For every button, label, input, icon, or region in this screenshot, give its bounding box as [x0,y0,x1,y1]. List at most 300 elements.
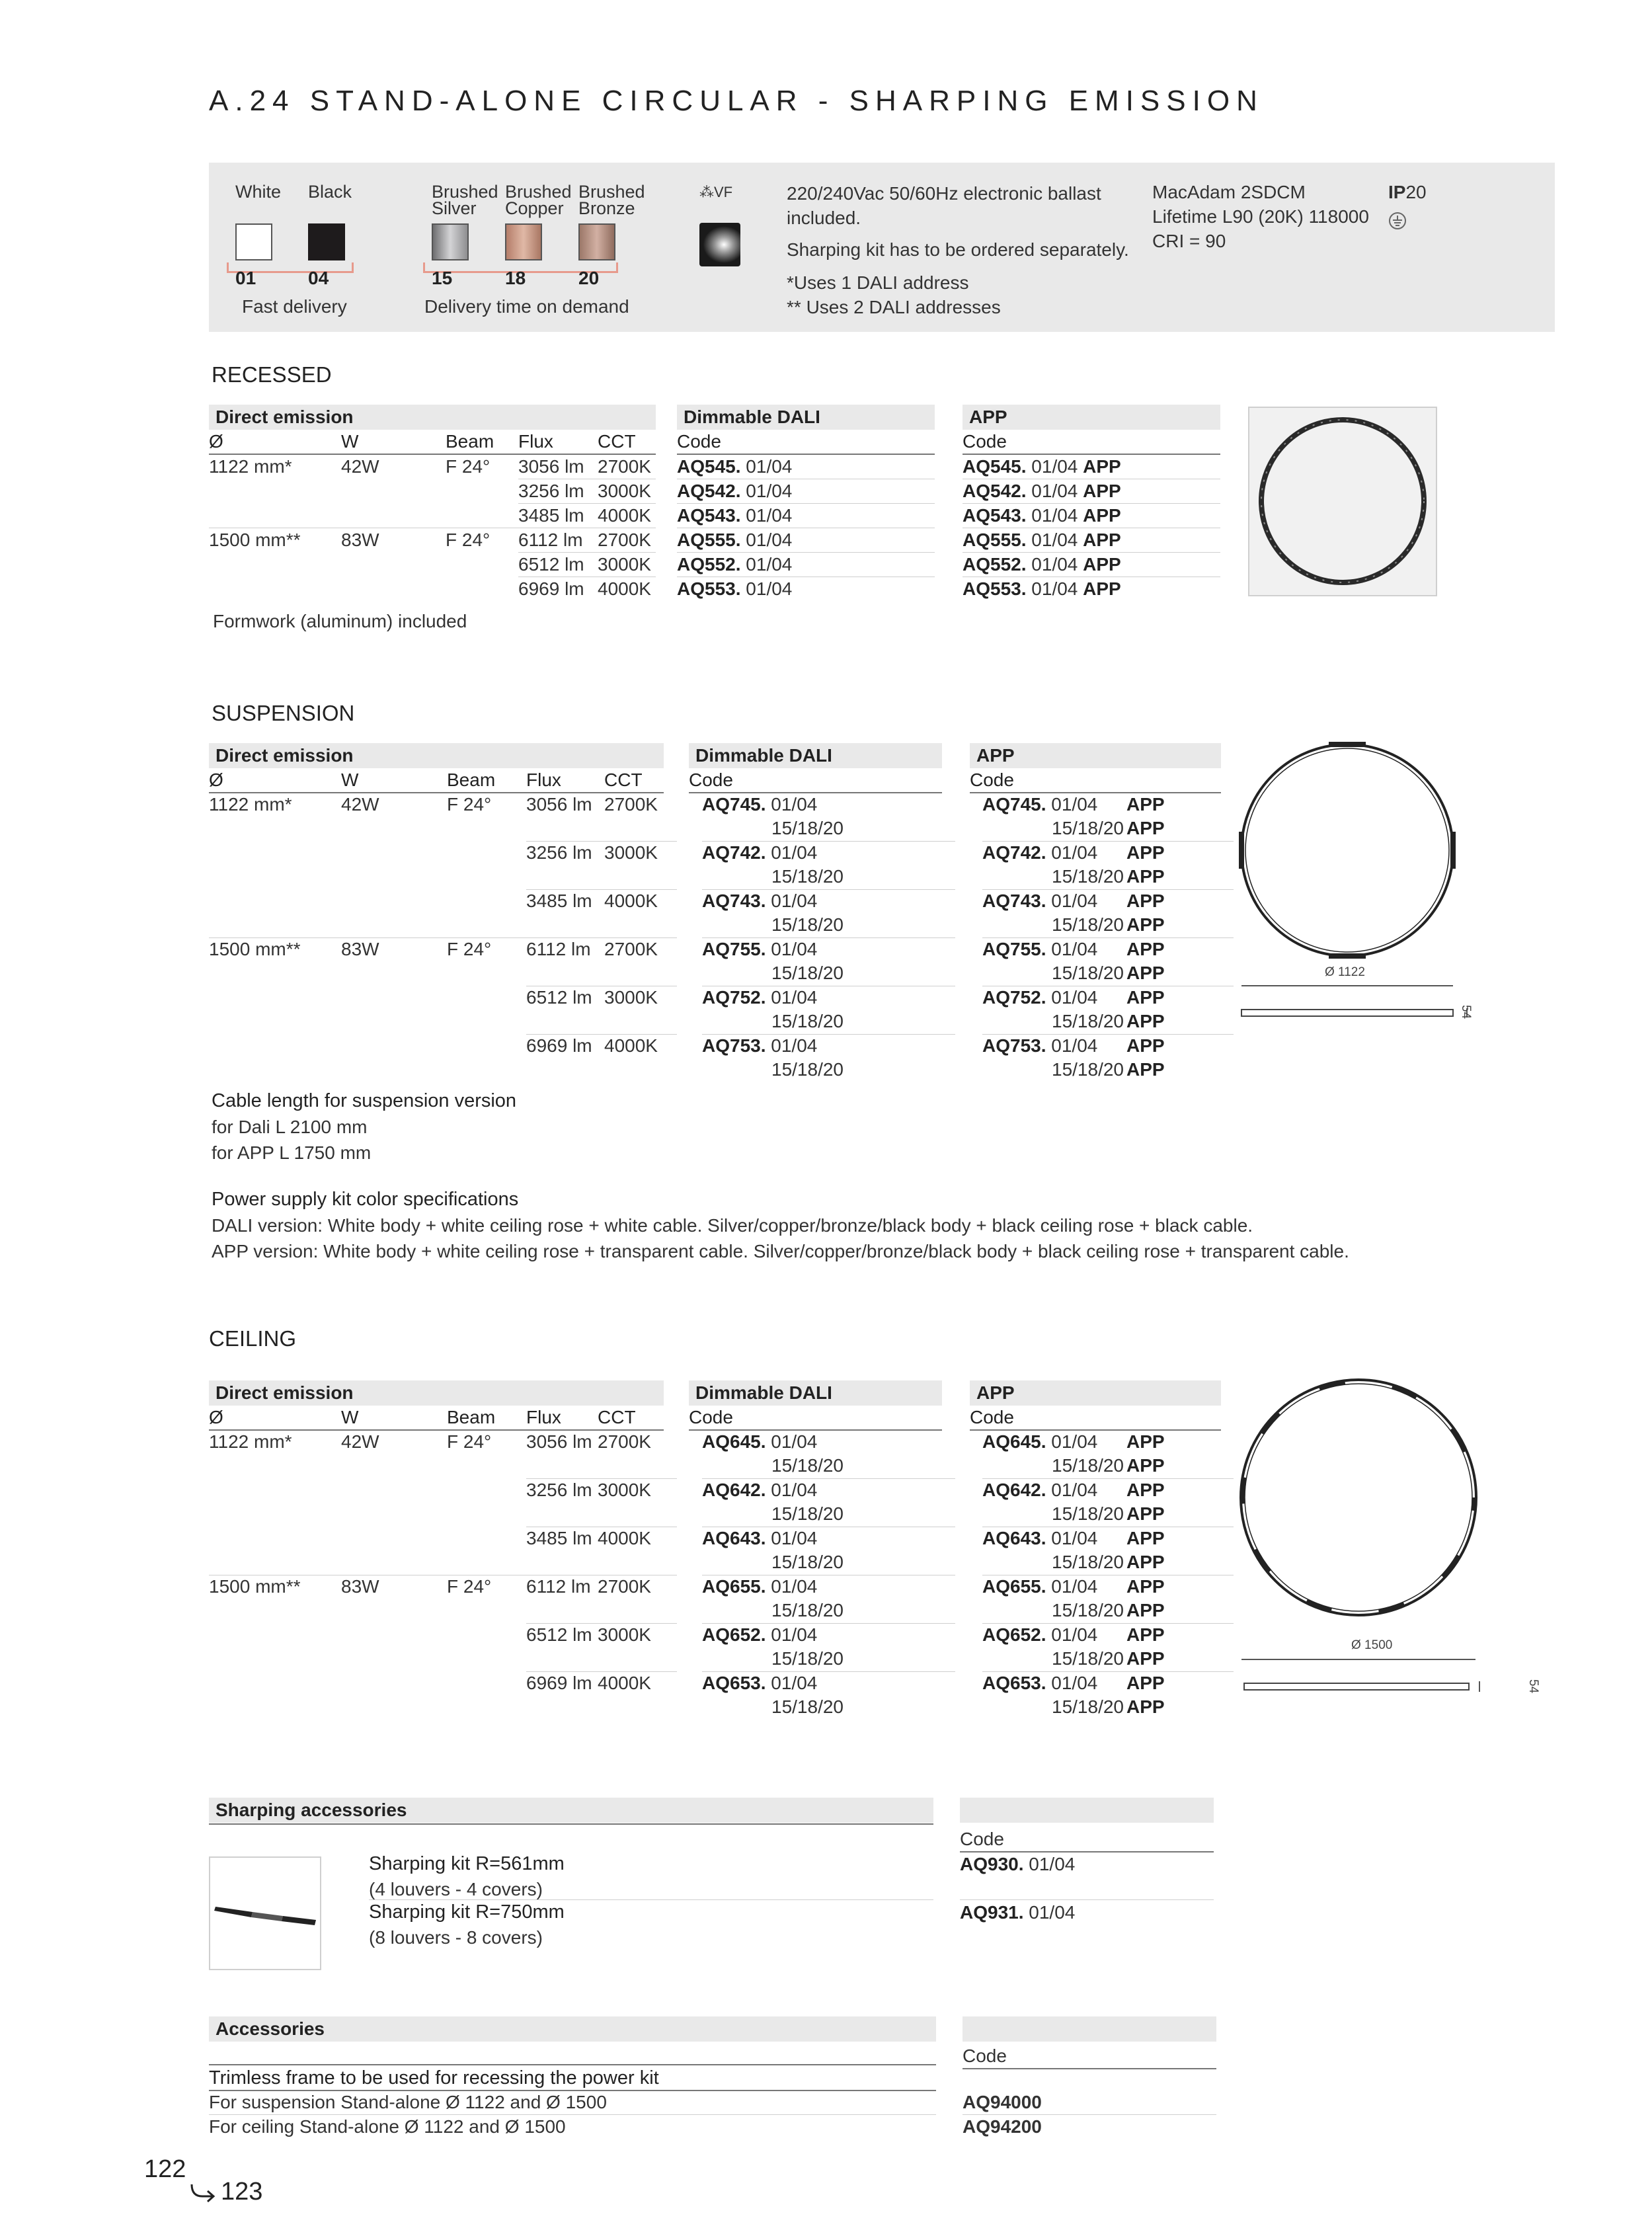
finish: 01/04 [771,1528,818,1548]
cell-dali-code [702,1671,844,1719]
sharping-kit-image [209,1856,321,1970]
cell-dali-code [702,986,844,1033]
ceiling-diameter-label: Ø 1500 [1351,1638,1393,1652]
finish: 01/04 [1029,1854,1076,1874]
app-tag: APP [1126,939,1165,959]
power-kit-dali: DALI version: White body + white ceiling rose + white cable. Silver/copper/bronze/black body + black ceiling rose + black cable. [212,1215,1253,1236]
next-page-arrow-icon[interactable] [189,2182,218,2206]
finish: 01/04 [771,1035,818,1056]
finish-code-white: 01 [235,268,256,288]
col-code: Code [689,1406,942,1430]
divider [963,2068,1216,2069]
cell-dali-code [702,1527,844,1574]
table-row [209,479,1220,504]
code: AQ653. [702,1673,766,1693]
code: AQ553. [677,578,741,599]
divider [702,937,955,938]
cell-diameter: 1122 mm* [209,456,292,477]
cell-cct: 3000K [598,1624,651,1645]
finish-alt: 15/18/20 [1052,1648,1124,1669]
fast-delivery-label: Fast delivery [242,296,347,317]
lifetime-info: Lifetime L90 (20K) 118000 [1152,206,1369,227]
optic-icon [699,223,740,266]
cell-watt: 83W [341,939,379,959]
cell-diameter: 1500 mm** [209,939,301,959]
cell-cct: 2700K [604,939,658,959]
cell-dali-code [702,793,844,840]
cell-dali-code [677,528,935,553]
ground-icon [1388,212,1407,230]
table-row [209,841,1220,889]
accessories-code-header-bar [963,2016,1216,2042]
cell-app-code [982,841,1165,889]
col-beam: Beam [446,430,518,454]
cell-flux: 6112 lm [526,1576,591,1597]
cell-flux: 3256 lm [526,842,592,863]
finish: 01/04 [1031,505,1078,526]
cell-app-code [963,504,1220,528]
finish: 01/04 [1051,842,1098,863]
cell-dali-code [677,577,935,602]
cell-dali-code [702,937,844,985]
dali-header: Dimmable DALI [689,1380,942,1406]
code: AQ645. [702,1431,766,1452]
finish-alt: 15/18/20 [1052,1455,1124,1476]
cell-flux: 6512 lm [518,553,598,577]
direct-emission-header: Direct emission [209,743,664,768]
divider [526,1623,677,1624]
col-flux: Flux [526,768,604,793]
cri-info: CRI = 90 [1152,231,1226,251]
cell-watt: 42W [341,794,379,815]
cell-flux: 3056 lm [526,1431,592,1452]
divider [982,841,1234,842]
cell-cct: 4000K [604,891,658,911]
divider [526,1478,677,1479]
cell-beam: F 24° [447,794,492,815]
code: AQ642. [702,1480,766,1500]
cell-diameter: 1500 mm** [209,528,341,553]
cell-app-code [963,577,1220,602]
ceiling-table [209,1380,1221,1431]
finish-alt: 15/18/20 [771,963,844,983]
finish-alt: 15/18/20 [771,1696,844,1717]
divider [982,1623,1234,1624]
app-tag: APP [1126,1648,1165,1669]
power-kit-title: Power supply kit color specifications [212,1189,519,1210]
finish-code-silver: 15 [432,268,453,288]
cell-flux: 3256 lm [526,1480,592,1500]
cell-cct: 4000K [598,1673,651,1693]
cell-dali-code [702,1430,844,1478]
code: AQ545. [677,456,741,477]
code: AQ931. [960,1902,1024,1923]
finish: 01/04 [1051,1673,1098,1693]
col-watt: W [341,768,447,793]
cell-flux: 6969 lm [518,577,598,602]
sharping-kit-2-name: Sharping kit R=750mm [369,1901,565,1923]
finish: 01/04 [1031,578,1078,599]
finish-alt: 15/18/20 [1052,1503,1124,1524]
code: AQ552. [677,554,741,575]
code: AQ655. [702,1576,766,1597]
cell-cct: 3000K [598,1480,651,1500]
formwork-note: Formwork (aluminum) included [213,611,467,631]
finish: 01/04 [771,1431,818,1452]
finish-alt: 15/18/20 [1052,1600,1124,1620]
cell-flux: 3056 lm [526,794,592,815]
finish-alt: 15/18/20 [771,818,844,838]
finish: 01/04 [771,1480,818,1500]
app-tag: APP [1126,1431,1165,1452]
app-header: APP [963,405,1220,430]
cell-beam: F 24° [447,1431,492,1452]
cell-flux: 6512 lm [526,987,592,1008]
cell-cct: 2700K [598,1576,651,1597]
suspension-header-row [209,743,1221,768]
code: AQ553. [963,578,1027,599]
table-row [209,553,1220,577]
col-watt: W [341,430,446,454]
cell-diameter: 1122 mm* [209,794,292,815]
finish-alt: 15/18/20 [1052,914,1124,935]
accessories-code-header: Code [963,2046,1007,2066]
cell-app-code [982,986,1165,1033]
finish-label-silver: Brushed Silver [432,182,498,218]
code: AQ642. [982,1480,1046,1500]
app-tag: APP [1126,1600,1165,1620]
divider [526,1671,677,1672]
finish: 01/04 [1031,456,1078,477]
divider [209,1823,933,1825]
suspension-table [209,743,1221,793]
cell-dali-code [702,889,844,937]
cell-app-code [963,553,1220,577]
app-tag: APP [1126,1528,1165,1548]
app-tag: APP [1126,1455,1165,1476]
cell-dali-code [677,553,935,577]
divider [982,1034,1234,1035]
cell-beam: F 24° [446,456,491,477]
code: AQ753. [702,1035,766,1056]
cell-cct: 4000K [598,577,656,602]
code: AQ753. [982,1035,1046,1056]
app-tag: APP [1126,842,1165,863]
divider [526,889,677,890]
on-demand-label: Delivery time on demand [424,296,629,317]
finish: 01/04 [746,554,793,575]
suspension-diameter-label: Ø 1122 [1325,965,1365,979]
app-tag: APP [1126,1696,1165,1717]
cell-watt: 42W [341,1431,379,1452]
finish: 01/04 [771,1576,818,1597]
cell-app-code [982,1671,1165,1719]
app-tag: APP [1083,505,1121,526]
kit-note: Sharping kit has to be ordered separately. [787,239,1129,260]
cell-watt: 83W [341,528,446,553]
finish: 01/04 [1031,530,1078,550]
dali-header: Dimmable DALI [677,405,935,430]
app-tag: APP [1083,481,1121,501]
finish-alt: 15/18/20 [771,1648,844,1669]
code: AQ930. [960,1854,1024,1874]
trimless-frame-title: Trimless frame to be used for recessing the power kit [209,2067,659,2089]
app-tag: APP [1126,1576,1165,1597]
sharping-accessories-header: Sharping accessories [209,1798,933,1823]
table-row [209,1478,1220,1527]
table-row [209,1575,1220,1623]
finish-alt: 15/18/20 [1052,963,1124,983]
finish: 01/04 [746,530,793,550]
finish-label-black: Black [308,182,352,202]
cell-dali-code [702,1034,844,1082]
cell-cct: 3000K [598,553,656,577]
ceiling-columns-row [209,1406,1221,1430]
finish-alt: 15/18/20 [1052,1059,1124,1080]
cell-dali-code [677,504,935,528]
table-row [209,793,1220,841]
cell-app-code [963,528,1220,553]
direct-emission-header: Direct emission [209,405,656,430]
cell-cct: 4000K [604,1035,658,1056]
sharping-code-header-bar [960,1798,1214,1823]
cell-cct: 4000K [598,1528,651,1548]
cell-dali-code [702,1478,844,1526]
next-page-number[interactable]: 123 [221,2178,263,2206]
cell-cct: 2700K [598,456,651,477]
recessed-columns-row [209,430,1220,454]
recessed-section-title: RECESSED [212,362,332,387]
col-cct: CCT [604,768,664,793]
code: AQ742. [702,842,766,863]
col-code: Code [963,430,1220,454]
app-tag: APP [1126,1035,1165,1056]
sharping-kit-2-code [960,1899,1075,1925]
code: AQ752. [982,987,1046,1008]
cell-watt: 83W [341,1576,379,1597]
table-row [209,504,1220,528]
finish-alt: 15/18/20 [1052,1696,1124,1717]
cell-app-code [982,1478,1165,1526]
cell-flux: 3485 lm [518,504,598,528]
sharping-kit-2-desc: (8 louvers - 8 covers) [369,1927,543,1948]
cell-diameter: 1122 mm* [209,1431,292,1452]
cell-app-code [982,1623,1165,1671]
ip-value: 20 [1405,182,1427,202]
copper-swatch [505,223,542,260]
app-tag: APP [1126,866,1165,887]
suspension-section-title: SUSPENSION [212,701,355,725]
table-row [209,889,1220,937]
finish-alt: 15/18/20 [1052,1552,1124,1572]
finish: 01/04 [771,891,818,911]
finish: 01/04 [1051,1528,1098,1548]
code: AQ752. [702,987,766,1008]
finish: 01/04 [1051,1576,1098,1597]
macadam-info: MacAdam 2SDCM [1152,182,1306,202]
col-diameter: Ø [209,1406,341,1430]
finish: 01/04 [1031,481,1078,501]
finish: 01/04 [1051,1035,1098,1056]
cable-dali: for Dali L 2100 mm [212,1117,368,1137]
cell-flux: 6969 lm [526,1035,592,1056]
cell-cct: 2700K [598,528,656,553]
finish-alt: 15/18/20 [1052,866,1124,887]
sharping-code-header: Code [960,1829,1004,1849]
page-number: 122 [144,2155,186,2183]
cell-flux: 3485 lm [526,891,592,911]
code: AQ643. [702,1528,766,1548]
cell-dali-code [702,1575,844,1622]
divider [702,1034,955,1035]
app-tag: APP [1126,891,1165,911]
cell-watt: 42W [341,456,379,477]
code: AQ743. [702,891,766,911]
app-tag: APP [1083,530,1121,550]
finish: 01/04 [771,794,818,815]
cell-cct: 2700K [598,1431,651,1452]
code: AQ655. [982,1576,1046,1597]
cell-flux: 3056 lm [518,456,584,477]
app-tag: APP [1126,914,1165,935]
app-header: APP [970,743,1221,768]
silver-swatch [432,223,469,260]
code: AQ652. [702,1624,766,1645]
recessed-ring-drawing [1249,408,1436,595]
code: AQ742. [982,842,1046,863]
code: AQ643. [982,1528,1046,1548]
code: AQ542. [677,481,741,501]
cell-app-code [982,937,1165,985]
direct-emission-header: Direct emission [209,1380,664,1406]
cell-app-code [982,1527,1165,1574]
divider [982,889,1234,890]
suspension-height-label: 54 [1459,1005,1473,1019]
suspension-dimension-drawing [1236,739,1468,1030]
finish: 01/04 [746,505,793,526]
finish-alt: 15/18/20 [771,1011,844,1031]
cell-dali-code [677,479,935,504]
code: AQ555. [963,530,1027,550]
cell-cct: 2700K [604,794,658,815]
code: AQ542. [963,481,1027,501]
finish: 01/04 [746,456,793,477]
cell-flux: 6112 lm [518,528,598,553]
divider [526,841,677,842]
app-tag: APP [1126,1011,1165,1031]
accessory-1-desc: For suspension Stand-alone Ø 1122 and Ø 1500 [209,2092,607,2112]
black-swatch [308,223,345,260]
finish-code-bronze: 20 [578,268,600,288]
ballast-info: 220/240Vac 50/60Hz electronic ballast included. [787,183,1101,228]
divider [702,1478,955,1479]
cell-app-code [982,889,1165,937]
dali-header: Dimmable DALI [689,743,942,768]
code: AQ545. [963,456,1027,477]
recessed-header-row [209,405,1220,430]
finish: 01/04 [1051,987,1098,1008]
cell-flux: 6512 lm [526,1624,592,1645]
cable-title: Cable length for suspension version [212,1090,517,1111]
sharping-kit-1-code [960,1851,1075,1877]
divider [982,1478,1234,1479]
finish: 01/04 [1051,1480,1098,1500]
finish: 01/04 [1051,1431,1098,1452]
finish: 01/04 [1051,794,1098,815]
divider [702,841,955,842]
col-flux: Flux [526,1406,598,1430]
cell-app-code [963,454,1220,479]
cell-cct: 4000K [598,504,656,528]
app-tag: APP [1126,987,1165,1008]
finish-label-copper: Brushed Copper [505,182,572,218]
code: AQ755. [982,939,1046,959]
ceiling-height-label: 54 [1526,1679,1540,1694]
finish: 01/04 [746,578,793,599]
finish: 01/04 [771,939,818,959]
finish: 01/04 [771,987,818,1008]
col-diameter: Ø [209,768,341,793]
white-swatch [235,223,272,260]
cell-diameter: 1500 mm** [209,1576,301,1597]
code: AQ552. [963,554,1027,575]
app-tag: APP [1126,1480,1165,1500]
col-code: Code [689,768,942,793]
cell-app-code [982,793,1165,840]
code: AQ653. [982,1673,1046,1693]
col-diameter: Ø [209,430,341,454]
cell-beam: F 24° [447,1576,492,1597]
power-kit-app: APP version: White body + white ceiling rose + transparent cable. Silver/copper/bronze/black body + black ceiling rose + transparent cable. [212,1241,1349,1261]
col-beam: Beam [447,1406,526,1430]
app-header: APP [970,1380,1221,1406]
app-tag: APP [1083,578,1121,599]
col-flux: Flux [518,430,598,454]
col-code: Code [970,1406,1221,1430]
col-cct: CCT [598,1406,664,1430]
code: AQ755. [702,939,766,959]
app-tag: APP [1126,1673,1165,1693]
finish: 01/04 [1051,1624,1098,1645]
louver-drawing [210,1858,320,1969]
table-row [209,1034,1220,1082]
divider [982,1671,1234,1672]
table-row [209,528,1220,553]
code: AQ652. [982,1624,1046,1645]
table-row [209,1623,1220,1671]
divider [702,1623,955,1624]
table-row [209,937,1220,986]
dali-single-note: *Uses 1 DALI address [787,272,969,293]
finish-alt: 15/18/20 [771,1600,844,1620]
app-tag: APP [1126,818,1165,838]
table-row [209,1527,1220,1575]
finish-alt: 15/18/20 [771,1552,844,1572]
finish-alt: 15/18/20 [771,1059,844,1080]
ceiling-rows [209,1430,1220,1720]
cell-flux: 6112 lm [526,939,591,959]
finish-code-black: 04 [308,268,329,288]
ip-rating [1388,180,1427,204]
cell-app-code [963,479,1220,504]
divider [526,1034,677,1035]
table-row [209,986,1220,1034]
divider [369,1899,933,1900]
col-watt: W [341,1406,447,1430]
code: AQ743. [982,891,1046,911]
cell-beam: F 24° [446,528,518,553]
finish: 01/04 [1051,891,1098,911]
